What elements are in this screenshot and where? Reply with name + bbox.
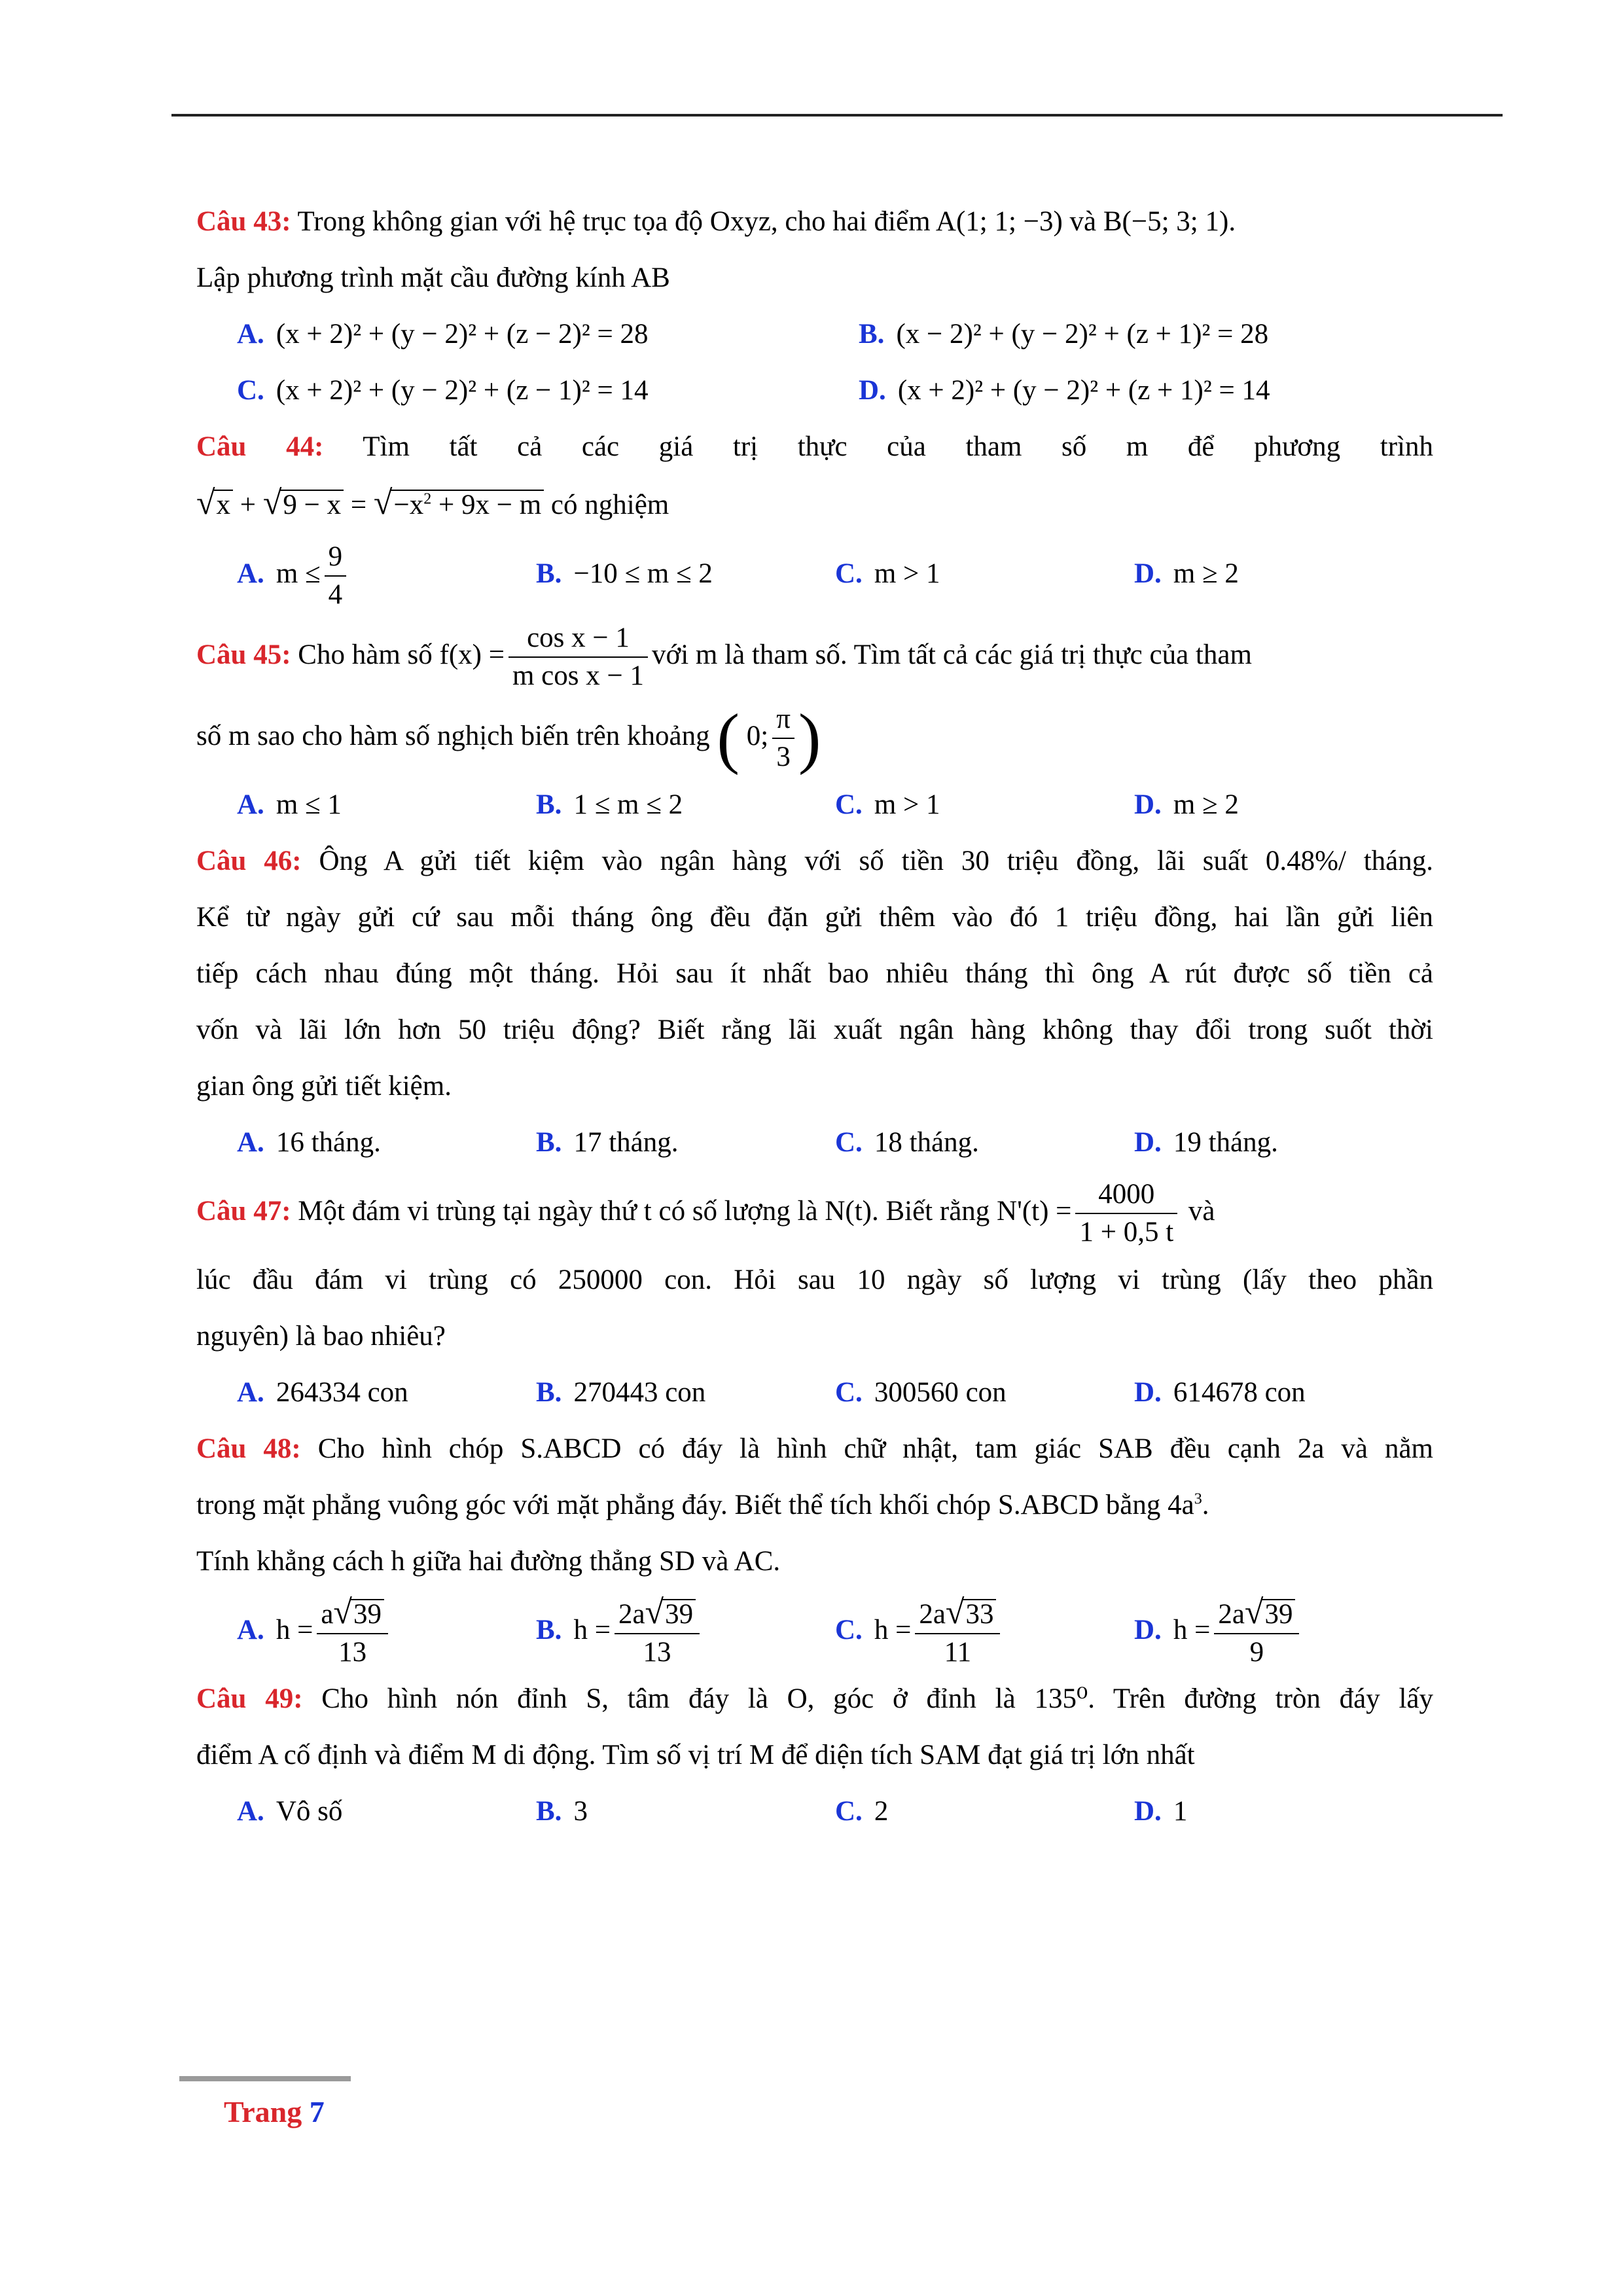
question-45-line2: số m sao cho hàm số nghịch biến trên khoảng ( 0; $\frac{\pi}{3}$ ) xyxy=(196,700,821,776)
question-49-line2: điểm A cố định và điểm M di động. Tìm số vị trí M để diện tích SAM đạt giá trị lớn nhất xyxy=(196,1740,1195,1770)
question-44-equation: $√x + √9 - x = √-x^2 + 9x - m$ có nghiệm xyxy=(196,484,669,522)
question-49-line1: Câu 49: Cho hình nón đỉnh S, tâm đáy là O, góc ở đỉnh là 135⁰. Trên đường tròn đáy lấy xyxy=(196,1683,1433,1714)
question-46-line5: gian ông gửi tiết kiệm. xyxy=(196,1071,452,1102)
header-rule xyxy=(171,114,1503,117)
option-b[interactable]: B. h = $\frac{2a√39}{13}$ xyxy=(536,1590,835,1671)
page-number: 7 xyxy=(309,2095,325,2128)
option-a[interactable]: A. m ≤ 1 xyxy=(237,789,342,820)
footer-rule xyxy=(179,2076,351,2081)
option-c[interactable]: C. m > 1 xyxy=(835,789,940,820)
option-c[interactable]: C. 18 tháng. xyxy=(835,1127,979,1158)
function-fraction: $\frac{\text{cos x − 1}}{\text{m cos x − 1}}$ xyxy=(508,620,648,694)
option-a[interactable]: A. (x + 2)² + (y − 2)² + (z − 2)² = 28 xyxy=(237,319,649,350)
question-47-line3: nguyên) là bao nhiêu? xyxy=(196,1321,446,1352)
page-content xyxy=(196,194,1433,1840)
question-46-line1: Câu 46: Ông A gửi tiết kiệm vào ngân hàng với số tiền 30 triệu đồng, lãi suất 0.48%/ tháng. xyxy=(196,846,1434,876)
question-47-line1: Câu 47: Một đám vi trùng tại ngày thứ t có số lượng là N(t). Biết rằng N'(t) = $\frac{4000}{1 + 0,5 t}$ và xyxy=(196,1171,1433,1252)
question-text: Cho hàm số xyxy=(298,639,433,670)
options-row xyxy=(237,1784,1433,1840)
equation-suffix: có nghiệm xyxy=(550,490,669,520)
question-label: Câu 45: xyxy=(196,639,291,670)
conjunction: và xyxy=(1069,206,1097,237)
options-row xyxy=(237,777,1433,833)
option-c[interactable]: C. 300560 con xyxy=(835,1377,1007,1408)
option-d[interactable]: D. 1 xyxy=(1134,1796,1188,1827)
question-47-line2: lúc đầu đám vi trùng có 250000 con. Hỏi sau 10 ngày số lượng vi trùng (lấy theo phần xyxy=(196,1265,1433,1295)
question-48-line1: Câu 48: Cho hình chóp S.ABCD có đáy là hình chữ nhật, tam giác SAB đều cạnh 2a và nằm xyxy=(196,1433,1434,1464)
option-d[interactable]: D. m ≥ 2 xyxy=(1134,558,1239,589)
option-d[interactable]: D. 19 tháng. xyxy=(1134,1127,1278,1158)
options-row xyxy=(237,533,1433,615)
question-label: Câu 46: xyxy=(196,846,302,876)
page-footer xyxy=(224,2094,325,2129)
footer-label: Trang xyxy=(224,2095,302,2128)
option-b[interactable]: B. 17 tháng. xyxy=(536,1127,679,1158)
options-row xyxy=(237,1590,1433,1671)
option-b[interactable]: B. 1 ≤ m ≤ 2 xyxy=(536,789,683,820)
question-text-cont: với m là tham số. Tìm tất cả các giá trị thực của tham xyxy=(652,639,1252,670)
question-text: Trong không gian với hệ trục tọa độ Oxyz, cho hai điểm xyxy=(297,206,931,237)
option-d[interactable]: D. (x + 2)² + (y − 2)² + (z + 1)² = 14 xyxy=(859,375,1270,406)
question-label: Câu 43: xyxy=(196,206,291,237)
option-c[interactable]: C. 2 xyxy=(835,1796,889,1827)
option-a[interactable]: A. 16 tháng. xyxy=(237,1127,381,1158)
question-43-line1 xyxy=(196,194,1433,250)
question-label: Câu 44: xyxy=(196,431,324,462)
question-48-line3: Tính khẳng cách h giữa hai đường thẳng SD và AC. xyxy=(196,1546,781,1577)
question-label: Câu 48: xyxy=(196,1433,301,1464)
option-a[interactable]: A. Vô số xyxy=(237,1796,343,1827)
options-row xyxy=(237,363,1433,419)
question-label: Câu 49: xyxy=(196,1683,303,1714)
options-row xyxy=(237,1115,1433,1171)
options-row xyxy=(237,1365,1433,1421)
function-name: f(x) = xyxy=(439,639,505,670)
option-b[interactable]: B. (x − 2)² + (y − 2)² + (z + 1)² = 28 xyxy=(859,319,1269,350)
option-d[interactable]: D. m ≥ 2 xyxy=(1134,789,1239,820)
option-a[interactable]: A. 264334 con xyxy=(237,1377,408,1408)
question-46-line3: tiếp cách nhau đúng một tháng. Hỏi sau ít nhất bao nhiêu tháng thì ông A rút được số tiền cả xyxy=(196,958,1433,989)
question-label: Câu 47: xyxy=(196,1196,291,1227)
point-b: B(−5; 3; 1). xyxy=(1103,206,1236,237)
question-43-line2: Lập phương trình mặt cầu đường kính AB xyxy=(196,262,670,293)
option-d[interactable]: D. h = $\frac{2a√39}{9}$ xyxy=(1134,1590,1433,1671)
question-44-line1 xyxy=(196,419,1433,475)
question-46-line2: Kể từ ngày gửi cứ sau mỗi tháng ông đều đặn gửi thêm vào đó 1 triệu đồng, hai lần gửi liên xyxy=(196,902,1433,933)
question-46-line4: vốn và lãi lớn hơn 50 triệu động? Biết rằng lãi xuất ngân hàng không thay đổi trong suốt thời xyxy=(196,1014,1433,1045)
option-b[interactable]: B. −10 ≤ m ≤ 2 xyxy=(536,558,713,589)
question-48-line2: trong mặt phẳng vuông góc với mặt phẳng đáy. Biết thể tích khối chóp S.ABCD bằng $4a^3$. xyxy=(196,1490,1209,1520)
option-c[interactable]: C. h = $\frac{2a√33}{11}$ xyxy=(835,1590,1134,1671)
options-row xyxy=(237,306,1433,363)
option-b[interactable]: B. 3 xyxy=(536,1796,588,1827)
derivative-fraction: $\frac{4000}{1 + 0,5 t}$ xyxy=(1075,1176,1177,1251)
derivative: N'(t) = xyxy=(997,1196,1072,1227)
option-c[interactable]: C. m > 1 xyxy=(835,558,940,589)
question-text: Tìm tất cả các giá trị thực của tham số m để phương trình xyxy=(363,431,1433,462)
question-45-line1 xyxy=(196,615,1433,696)
option-d[interactable]: D. 614678 con xyxy=(1134,1377,1306,1408)
option-c[interactable]: C. (x + 2)² + (y − 2)² + (z − 1)² = 14 xyxy=(237,375,649,406)
option-a[interactable]: A. m ≤ $\frac{9}{4}$ xyxy=(237,533,536,615)
option-a[interactable]: A. h = $\frac{a√39}{13}$ xyxy=(237,1590,536,1671)
option-b[interactable]: B. 270443 con xyxy=(536,1377,706,1408)
point-a: A(1; 1; −3) xyxy=(935,206,1063,237)
